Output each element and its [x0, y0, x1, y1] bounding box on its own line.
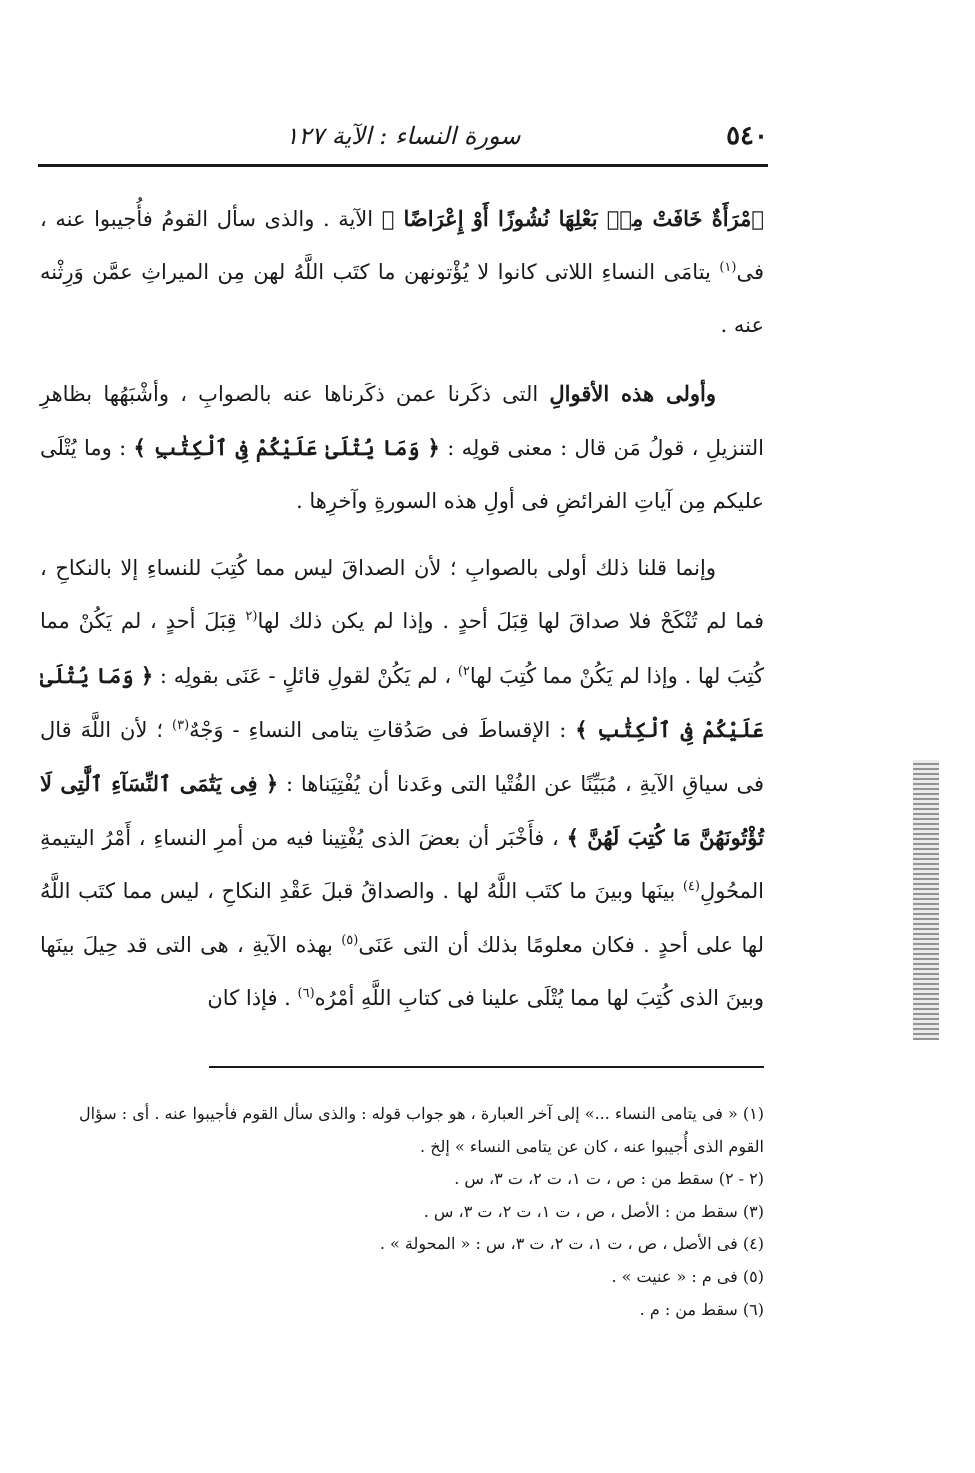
paragraph-text: ، لم يَكُنْ لقولِ قائلٍ - عَنَى بقولِه :	[153, 663, 458, 688]
footnote-5: (٥) فى م : « عنيت » .	[611, 1266, 764, 1286]
footnote-rule	[209, 1066, 764, 1068]
paragraph-text: قِبَلَ أحدٍ ، لم يَكُنْ مما كُتِبَ لها . وإذا لم يَكُنْ مما كُتِبَ لها	[40, 609, 764, 688]
quran-verse: ﴿ فِى يَتَٰمَى ٱلنِّسَآءِ ٱلَّٰتِى لَا تُؤْتُونَهُنَّ مَا كُتِبَ لَهُنَّ ﴾	[40, 771, 764, 851]
quran-verse-text: ٱمْرَأَةٌ خَافَتْ مِنۢ بَعْلِهَا نُشُوزًا أَوْ إِعْرَاضًا	[403, 206, 764, 231]
bold-lead: وأولى هذه الأقوالِ	[549, 380, 716, 406]
paragraph-1	[40, 192, 764, 353]
paragraph-3	[40, 542, 764, 1025]
paragraph-text: ، فأَخْبَر أن بعضَ الذى يُفْتِينا فيه من أمرِ النساءِ ، أَمْرُ اليتيمةِ المحُولِ	[40, 826, 764, 904]
footnote-ref-2-open[interactable]: (٢	[245, 609, 258, 625]
paragraph-2	[40, 367, 764, 529]
footnote-ref-2-close[interactable]: ٢)	[457, 663, 470, 679]
scan-edge-mark	[913, 760, 939, 1040]
page-number: ٥٤٠	[726, 121, 768, 151]
footnote-2: (٢ - ٢) سقط من : ص ، ت ١، ت ٢، ت ٣، س .	[454, 1169, 764, 1189]
quran-verse: ﴿ وَمَا يُتْلَىٰ عَلَيْكُمْ فِى ٱلْكِتَٰبِ ﴾	[133, 434, 440, 460]
footnote-1-continued: القوم الذى أُجيبوا عنه ، كان عن يتامى النساء » إلخ .	[420, 1136, 764, 1156]
page-header	[38, 118, 768, 158]
footnote-ref-3[interactable]: (٣)	[172, 717, 190, 733]
footnote-ref-1[interactable]: (١)	[719, 260, 737, 276]
quran-verse: ﴿ وَمَا يُتْلَىٰ عَلَيْكُمْ فِى ٱلْكِتَٰبِ ﴾	[40, 662, 764, 742]
paragraph-text: بهذه الآيةِ ، هى التى قد حِيلَ بينَها وبينَ الذى كُتِبَ لها مما يُتْلَى علينا فى كتابِ اللَّهِ أمْرُه	[40, 932, 764, 1010]
footnote-4: (٤) فى الأصل ، ص ، ت ١، ت ٢، ت ٣، س : « المحولة » .	[379, 1234, 764, 1254]
paragraph-text: : الإقساطَ فى صَدُقاتِ يتامى النساءِ - وَجْهٌ	[189, 717, 576, 742]
paragraph-text: : وما يُتْلَى عليكم مِن آياتِ الفرائضِ فى أولِ هذه السورةِ وآخرِها .	[40, 435, 764, 514]
paragraph-text: التى ذكَرنا عمن ذكَرناها عنه بالصوابِ ، وأشْبَهُها بظاهرِ التنزيلِ ، قولُ مَن قال : معنى قولِه :	[40, 381, 765, 460]
paragraph-text: يتامَى النساءِ اللاتى كانوا لا يُؤْتونهن ما كتَب اللَّهُ لهن مِن الميراثِ عمَّن وَرِثْنه عنه .	[40, 260, 764, 338]
footnote-ref-4[interactable]: (٤)	[682, 879, 700, 895]
quran-close-brace: ﴾	[381, 206, 395, 231]
header-rule	[38, 164, 768, 167]
running-title: سورة النساء : الآية ١٢٧	[285, 122, 521, 150]
paragraph-text: ؛ لأن اللَّهَ قال فى سياقِ الآيةِ ، مُبَيِّنًا عن الفُتْيا التى وعَدنا أن يُفْتِيَناها :	[40, 717, 764, 797]
paragraph-text: بينَها وبينَ ما كتَب اللَّهُ لها . والصداقُ قبلَ عَقْدِ النكاحِ ، ليس مما كتَب اللَّهُ لها على أحدٍ . فكان معلومًا بذلك أن التى عَنَى	[40, 879, 764, 957]
quran-verse	[382, 206, 764, 231]
footnote-ref-6[interactable]: (٦)	[297, 985, 315, 1001]
footnote-ref-5[interactable]: (٥)	[341, 932, 359, 948]
footnote-6: (٦) سقط من : م .	[639, 1299, 764, 1319]
footnotes	[40, 1098, 764, 1326]
paragraph-text: . فإذا كان	[207, 985, 298, 1010]
footnote-1: (١) « فى يتامى النساء ...» إلى آخر العبارة ، هو جواب قوله : والذى سأل القوم فأجيبوا عنه . أى : سؤال	[78, 1104, 764, 1123]
footnote-3: (٣) سقط من : الأصل ، ص ، ت ١، ت ٢، ت ٣، س .	[423, 1201, 764, 1221]
paragraph-text: الآية . والذى سأل القومُ فأُجيبوا عنه ، فى	[40, 207, 764, 285]
main-text	[40, 192, 764, 1025]
paragraph-text: وإنما قلنا ذلك أولى بالصوابِ ؛ لأن الصداقَ ليس مما كُتِبَ للنساءِ إلا بالنكاحِ ، فما لم تُنْكَحْ فلا صداقَ لها قِبَلَ أحدٍ . وإذا لم يكن ذلك لها	[40, 556, 764, 634]
